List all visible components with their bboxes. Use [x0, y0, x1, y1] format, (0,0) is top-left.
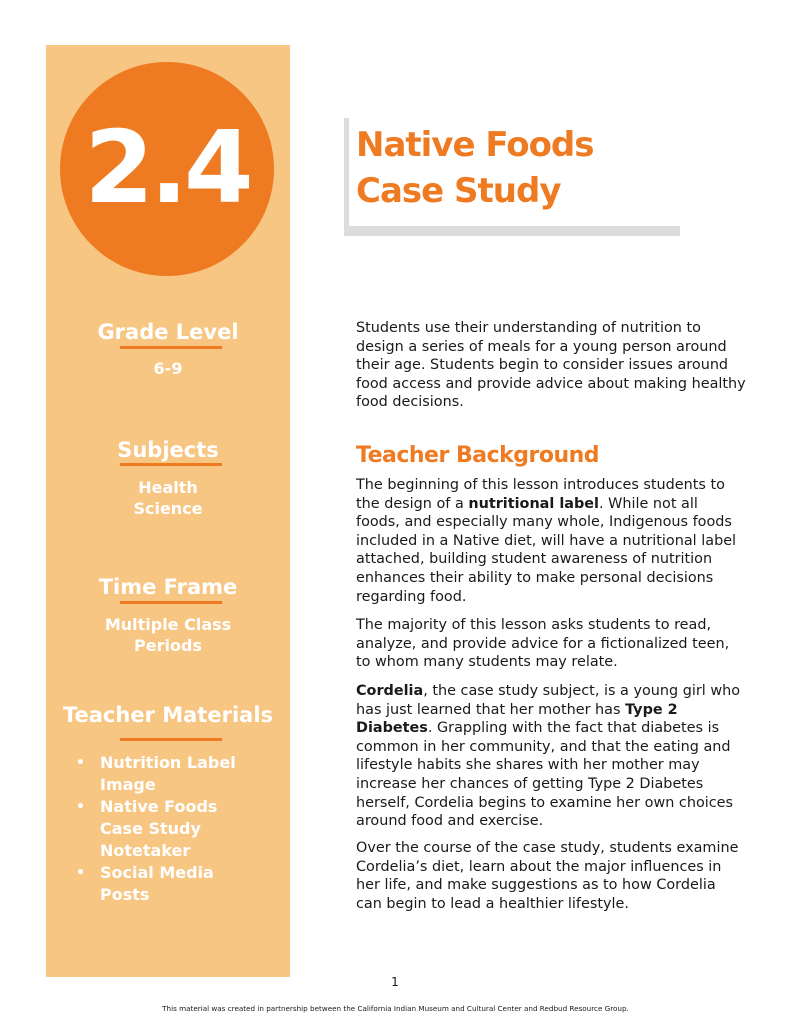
- background-paragraph-1: [356, 476, 746, 606]
- background-paragraph-3: [356, 682, 746, 831]
- intro-paragraph: Students use their understanding of nutrition to design a series of meals for a young person around their age. Students begin to consider issues around food access and provide advice about making healthy food decisions.: [356, 320, 746, 411]
- material-line: Image: [100, 775, 156, 794]
- subjects-heading: Subjects: [117, 438, 219, 462]
- list-item: [76, 752, 276, 796]
- teacher-materials-rule: [120, 738, 222, 741]
- teacher-materials-heading: Teacher Materials: [62, 703, 274, 727]
- page-title: [356, 122, 686, 214]
- teacher-background-heading: Teacher Background: [356, 443, 600, 468]
- text-segment: , the case study subject, is a young girl who has just learned that her mother has: [356, 683, 741, 718]
- bold-term: Type 2 Diabetes: [356, 701, 678, 737]
- title-accent-bar: [344, 118, 349, 236]
- time-frame-value-line2: Periods: [134, 636, 202, 655]
- material-line: Case Study: [100, 819, 201, 838]
- list-item: [76, 862, 276, 906]
- teacher-materials-list: [76, 752, 276, 906]
- title-accent-underline: [344, 226, 680, 236]
- list-item: [76, 796, 276, 862]
- background-paragraph-2: The majority of this lesson asks students to read, analyze, and provide advice for a fictionalized teen, to whom many students may relate.: [356, 617, 730, 671]
- background-paragraph-4: Over the course of the case study, students examine Cordelia’s diet, learn about the major influences in her life, and make suggestions as to how Cordelia can begin to lead a healthier lifestyle.: [356, 840, 739, 912]
- subjects-rule: [120, 463, 222, 466]
- footer-credit: This material was created in partnership between the California Indian Museum and Cultural Center and Redbud Resource Group.: [162, 1004, 629, 1013]
- material-line: Posts: [100, 885, 150, 904]
- page-title-line2: Case Study: [356, 171, 561, 211]
- lesson-number: 2.4: [84, 109, 250, 226]
- grade-level-heading: Grade Level: [97, 320, 239, 344]
- page-title-line1: Native Foods: [356, 125, 594, 165]
- text-segment: . While not all foods, and especially many whole, Indigenous foods included in a Native diet, will have a nutritional label attached, building student awareness of nutrition enhances their ability to make personal decisions regarding food.: [356, 495, 737, 605]
- grade-level-value: 6-9: [153, 359, 183, 378]
- subjects-value-health: Health: [138, 478, 198, 497]
- material-line: Social Media: [100, 863, 214, 882]
- text-segment: The beginning of this lesson introduces students to the design of a: [356, 477, 725, 512]
- material-line: Notetaker: [100, 841, 191, 860]
- bold-term: nutritional label: [468, 495, 599, 512]
- page-number: 1: [391, 975, 399, 989]
- time-frame-value-line1: Multiple Class: [104, 615, 232, 634]
- time-frame-rule: [120, 601, 222, 604]
- material-line: Native Foods: [100, 797, 218, 816]
- grade-level-rule: [120, 346, 222, 349]
- text-segment: . Grappling with the fact that diabetes is common in her community, and that the eating and lifestyle habits she shares with her mother may increase her chances of getting Type 2 Diabetes herself, Cordelia begins to examine her own choices around food and exercise.: [356, 720, 734, 830]
- subjects-value-science: Science: [133, 499, 203, 518]
- material-line: Nutrition Label: [100, 753, 236, 772]
- time-frame-heading: Time Frame: [98, 575, 238, 599]
- bold-term: Cordelia: [356, 683, 424, 699]
